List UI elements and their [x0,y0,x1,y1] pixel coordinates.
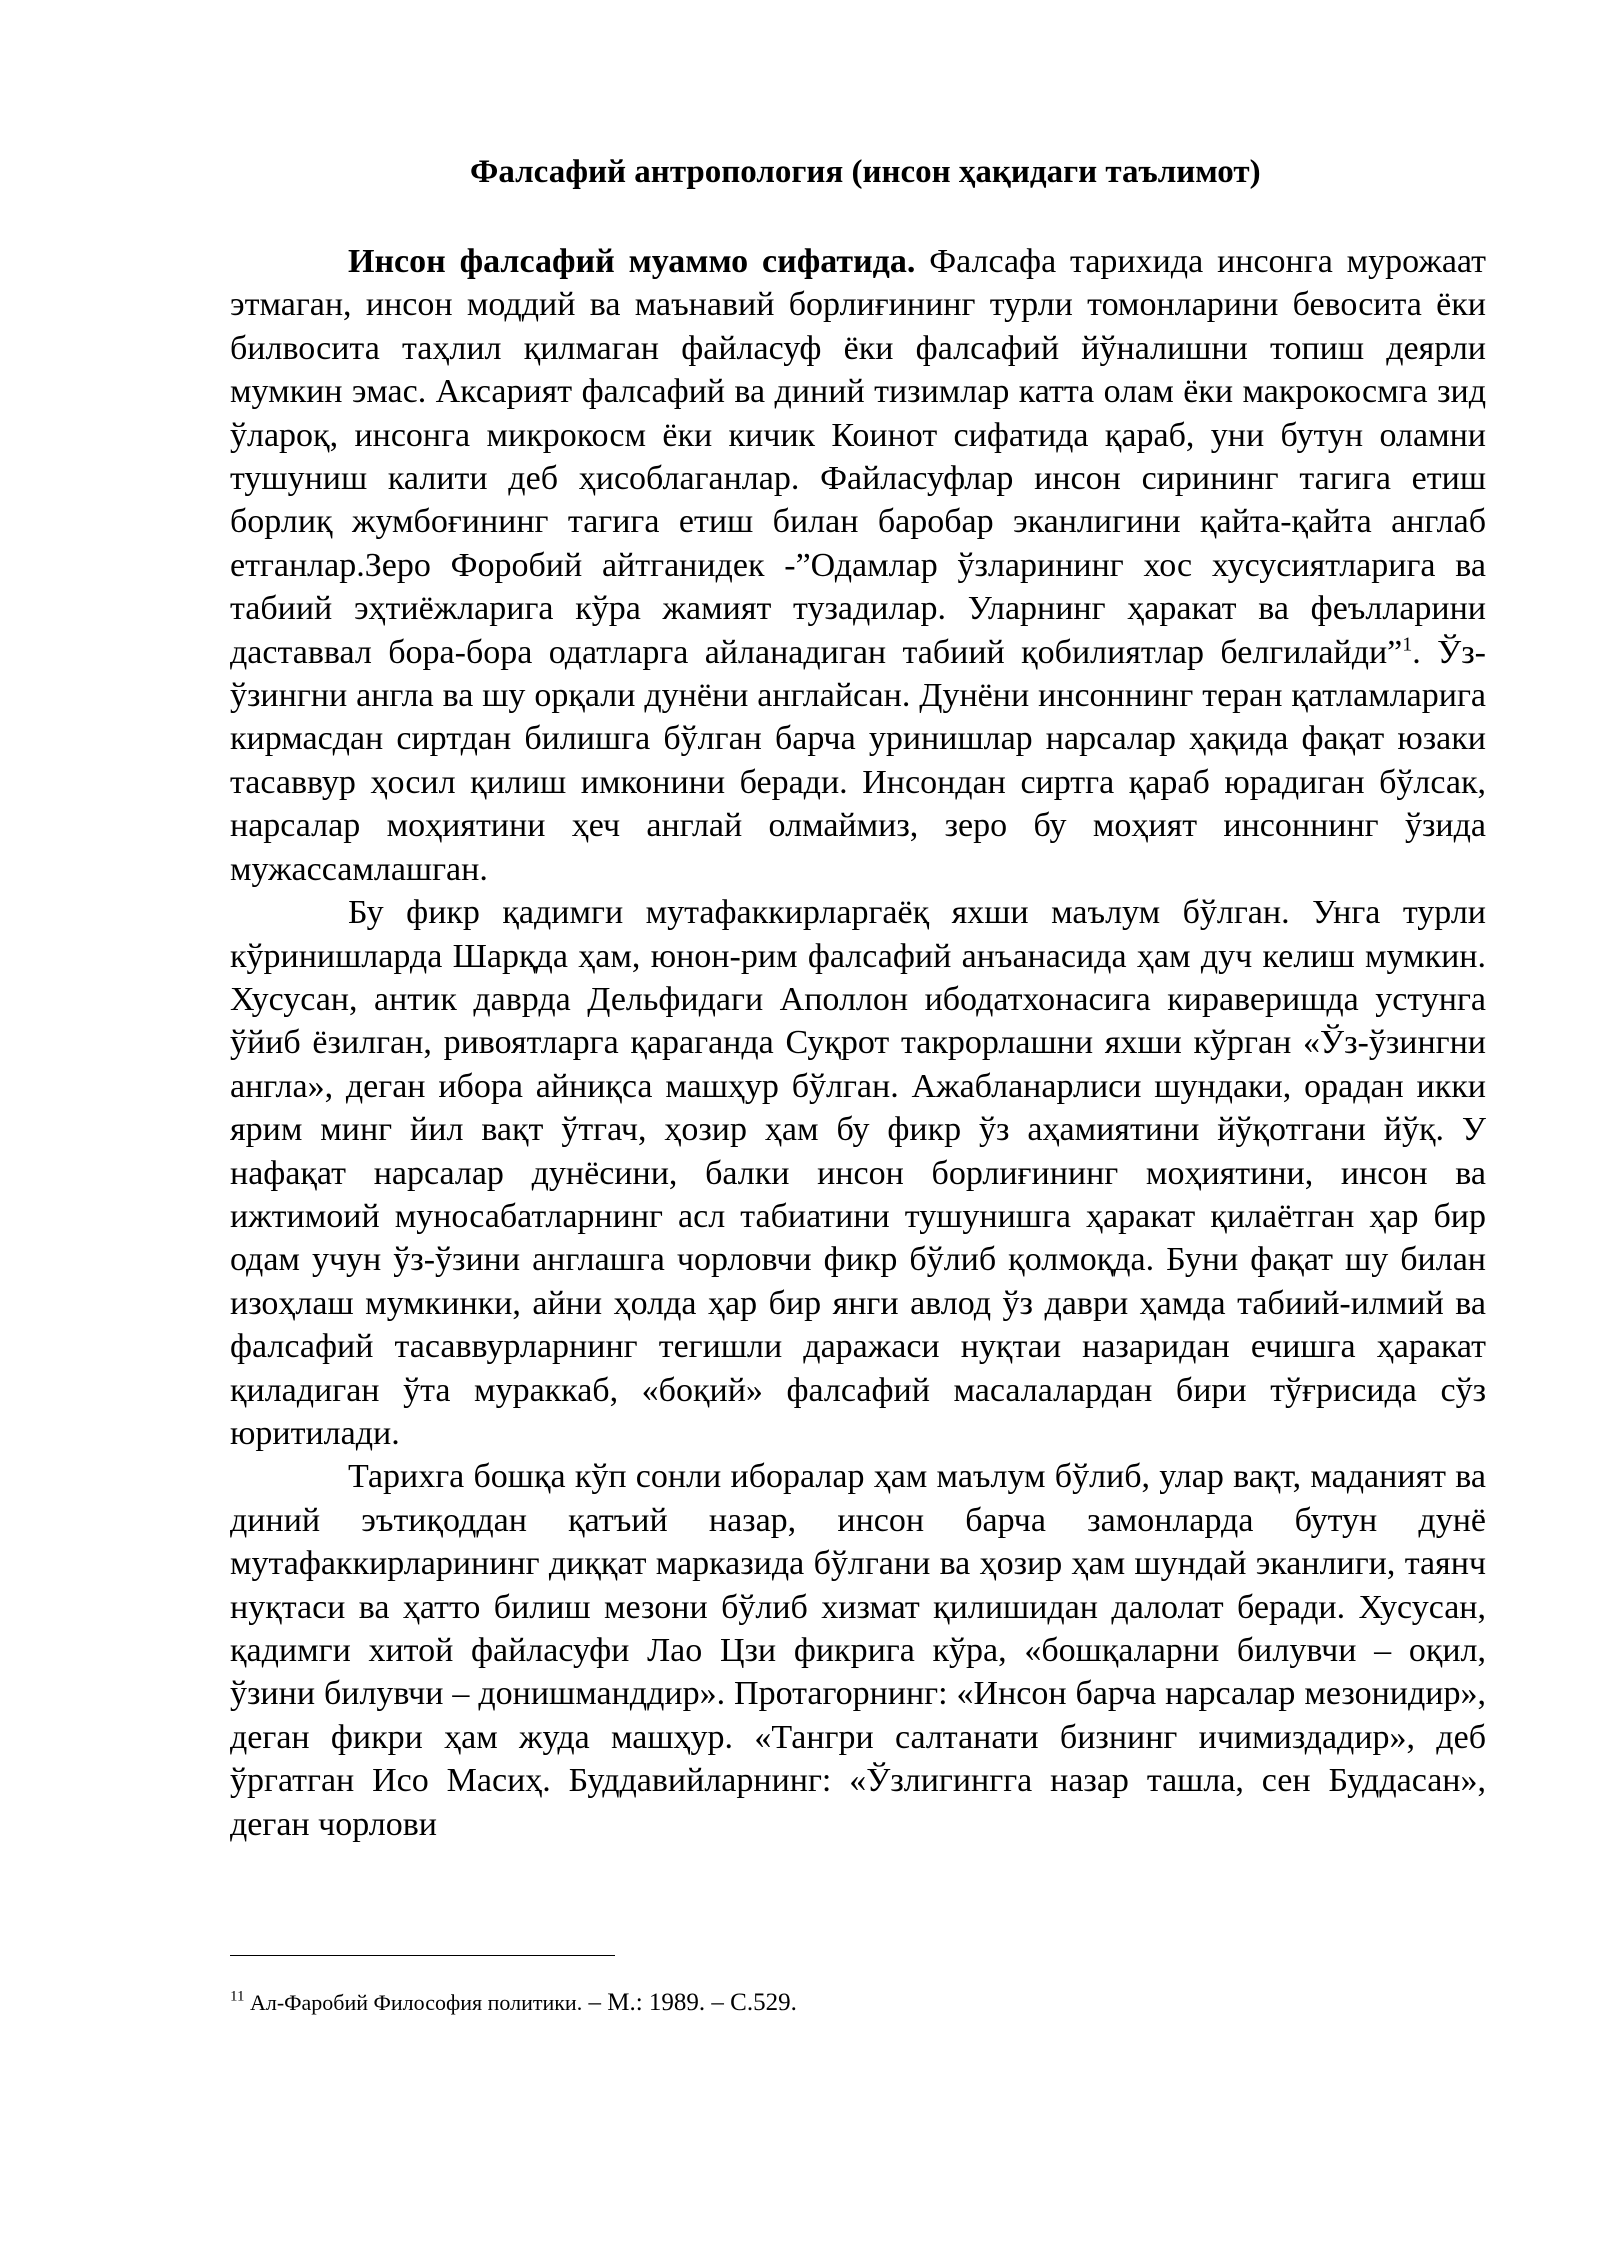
footnote-separator [230,1955,615,1956]
footnote-source: Ал-Фаробий Философия политики. [244,1990,583,2015]
footnote-details: – М.: 1989. – С.529. [582,1989,797,2016]
paragraph-3: Тарихга бошқа кўп сонли иборалар ҳам маълум бўлиб, улар вақт, маданият ва диний эътиқоддан қатъий назар, инсон барча замонларда бутун дунё мутафаккирларининг диққат марказида бўлгани ва ҳозир ҳам шундай эканлиги, таянч нуқтаси ва ҳатто билиш мезони бўлиб хизмат қилишидан далолат беради. Хусусан, қадимги хитой файласуфи Лао Цзи фикрига кўра, «бошқаларни билувчи – оқил, ўзини билувчи – донишманддир». Протагорнинг: «Инсон барча нарсалар мезонидир», деган фикри ҳам жуда машҳур. «Тангри салтанати бизнинг ичимиздадир», деб ўргатган Исо Масиҳ. Буддавийларнинг: «Ўзлигингга назар ташла, сен Буддасан», деган чорлови [230,1458,1486,1843]
paragraph-1 [230,240,1486,891]
footnote [230,1988,1430,2018]
paragraph-1-text-b: . Ўз-ўзингни англа ва шу орқали дунёни англайсан. Дунёни инсоннинг теран қатламларига кирмасдан сиртдан билишга бўлган барча уринишлар нарсалар ҳақида фақат юзаки тасаввур ҳосил қилиш имконини беради. Инсондан сиртга қараб юрадиган бўлсак, нарсалар моҳиятини ҳеч англай олмаймиз, зеро бу моҳият инсоннинг ўзида мужассамлашган. [230,633,1486,888]
section-heading-inline: Инсон фалсафий муаммо сифатида. [348,243,916,280]
document-body [230,240,1486,1846]
paragraph-2: Бу фикр қадимги мутафаккирларгаёқ яхши маълум бўлган. Унга турли кўринишларда Шарқда ҳам, юнон-рим фалсафий анъанасида ҳам дуч келиш мумкин. Хусусан, антик даврда Дельфидаги Аполлон ибодатхонасига кираверишда устунга ўйиб ёзилган, ривоятларга қараганда Суқрот такрорлашни яхши кўрган «Ўз-ўзингни англа», деган ибора айниқса машҳур бўлган. Ажабланарлиси шундаки, орадан икки ярим минг йил вақт ўтгач, ҳозир ҳам бу фикр ўз аҳамиятини йўқотгани йўқ. У нафақат нарсалар дунёсини, балки инсон борлиғининг моҳиятини, инсон ва ижтимоий муносабатларнинг асл табиатини тушунишга ҳаракат қилаётган ҳар бир одам учун ўз-ўзини англашга чорловчи фикр бўлиб қолмоқда. Буни фақат шу билан изоҳлаш мумкинки, айни ҳолда ҳар бир янги авлод ўз даври ҳамда табиий-илмий ва фалсафий тасаввурларнинг тегишли даражаси нуқтаи назаридан ечишга ҳаракат қиладиган ўта мураккаб, «боқий» фалсафий масалалардан бири тўғрисида сўз юритилади. [230,894,1486,1452]
paragraph-1-text-a: Фалсафа тарихида инсонга мурожаат этмаган, инсон моддий ва маънавий борлиғининг турли томонларини бевосита ёки билвосита таҳлил қилмаган файласуф ёки фалсафий йўналишни топиш деярли мумкин эмас. Аксарият фалсафий ва диний тизимлар катта олам ёки макрокосмга зид ўлароқ, инсонга микрокосм ёки кичик Коинот сифатида қараб, уни бутун оламни тушуниш калити деб ҳисоблаганлар. Файласуфлар инсон сирининг тагига етиш борлиқ жумбоғининг тагига етиш билан баробар эканлигини қайта-қайта англаб етганлар.Зеро Форобий айтганидек -”Одамлар ўзларининг хос хусусиятларига ва табиий эҳтиёжларига кўра жамият тузадилар. Уларнинг ҳаракат ва феълларини даставвал бора-бора одатларга айланадиган табиий қобилиятлар белгилайди” [230,243,1486,671]
footnote-mark: 11 [230,1988,245,2005]
document-title: Фалсафий антропология (инсон ҳақидаги таълимот) [470,154,1261,190]
footnote-reference[interactable]: 1 [1402,633,1413,656]
